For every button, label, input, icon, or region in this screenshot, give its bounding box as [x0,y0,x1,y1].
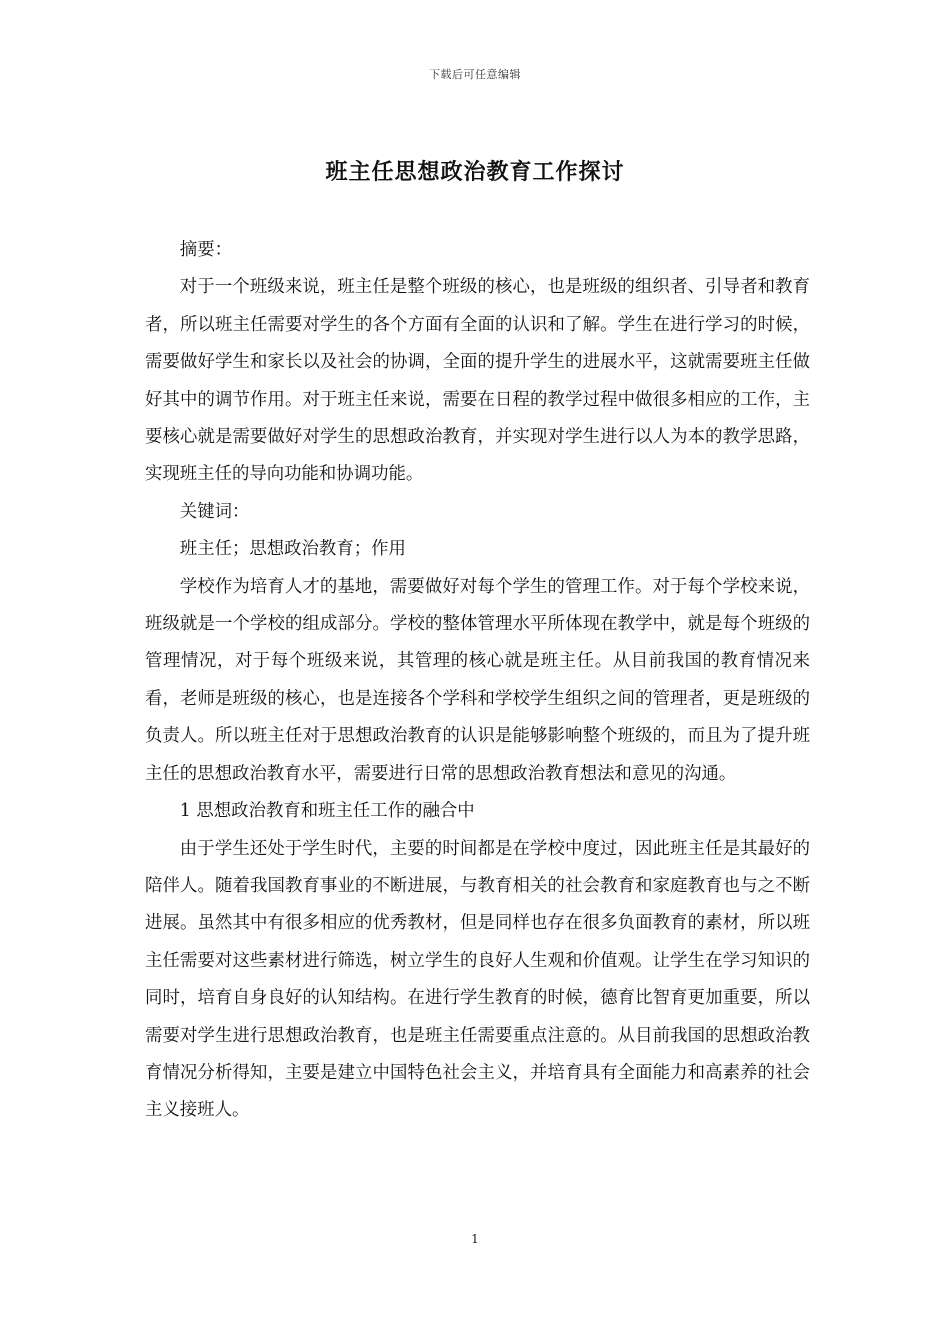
section-1-paragraph: 由于学生还处于学生时代，主要的时间都是在学校中度过，因此班主任是其最好的陪伴人。随着我国教育事业的不断进展，与教育相关的社会教育和家庭教育也与之不断进展。虽然其中有很多相应的优秀教材，但是同样也存在很多负面教育的素材，所以班主任需要对这些素材进行筛选，树立学生的良好人生观和价值观。让学生在学习知识的同时，培育自身良好的认知结构。在进行学生教育的时候，德育比智育更加重要，所以需要对学生进行思想政治教育，也是班主任需要重点注意的。从目前我国的思想政治教育情况分析得知，主要是建立中国特色社会主义，并培育具有全面能力和高素养的社会主义接班人。 [145,838,810,1121]
abstract-paragraph: 对于一个班级来说，班主任是整个班级的核心，也是班级的组织者、引导者和教育者，所以班主任需要对学生的各个方面有全面的认识和了解。学生在进行学习的时候，需要做好学生和家长以及社会的协调，全面的提升学生的进展水平，这就需要班主任做好其中的调节作用。对于班主任来说，需要在日程的教学过程中做很多相应的工作，主要核心就是需要做好对学生的思想政治教育，并实现对学生进行以人为本的教学思路，实现班主任的导向功能和协调功能。 [145,277,810,485]
keywords-label: 关键词： [179,501,250,522]
section-1-heading: 1 思想政治教育和班主任工作的融合中 [179,801,475,822]
document-title: 班主任思想政治教育工作探讨 [325,159,625,185]
document-body [145,232,810,1130]
header-note: 下载后可任意编辑 [429,68,521,81]
keywords-paragraph: 班主任；思想政治教育；作用 [179,539,406,560]
intro-paragraph: 学校作为培育人才的基地，需要做好对每个学生的管理工作。对于每个学校来说，班级就是一个学校的组成部分。学校的整体管理水平所体现在教学中，就是每个班级的管理情况，对于每个班级来说，其管理的核心就是班主任。从目前我国的教育情况来看，老师是班级的核心，也是连接各个学科和学校学生组织之间的管理者，更是班级的负责人。所以班主任对于思想政治教育的认识是能够影响整个班级的，而且为了提升班主任的思想政治教育水平，需要进行日常的思想政治教育想法和意见的沟通。 [145,576,810,784]
page-number: 1 [471,1232,479,1246]
abstract-label: 摘要： [179,240,232,260]
